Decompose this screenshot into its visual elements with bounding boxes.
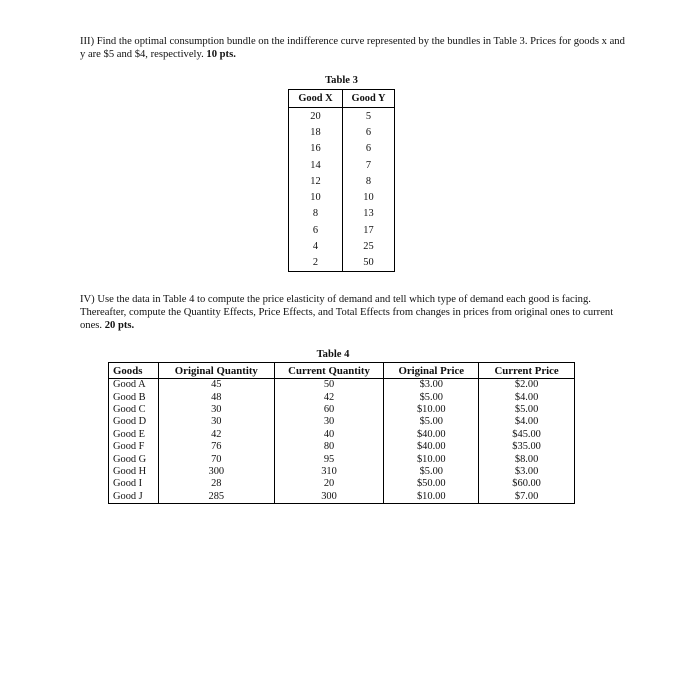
current-quantity-cell: 310 [274, 466, 384, 478]
current-price-cell: $60.00 [479, 478, 575, 490]
good-y-cell: 50 [343, 255, 395, 272]
original-quantity-cell: 76 [158, 441, 274, 453]
table-row [289, 108, 395, 125]
current-quantity-cell: 60 [274, 404, 384, 416]
table-row [109, 391, 575, 403]
current-quantity-cell: 300 [274, 491, 384, 504]
current-price-cell: $3.00 [479, 466, 575, 478]
original-price-cell: $3.00 [384, 379, 479, 392]
table-row [109, 478, 575, 490]
table-row [109, 441, 575, 453]
good-x-cell: 2 [289, 255, 343, 272]
table-row [289, 189, 395, 205]
original-price-cell: $50.00 [384, 478, 479, 490]
original-quantity-cell: 300 [158, 466, 274, 478]
original-price-cell: $10.00 [384, 404, 479, 416]
question-3-points: 10 pts. [206, 49, 236, 60]
current-price-cell: $2.00 [479, 379, 575, 392]
table-row [109, 379, 575, 392]
table-row [289, 173, 395, 189]
current-quantity-cell: 95 [274, 453, 384, 465]
current-quantity-cell: 20 [274, 478, 384, 490]
original-quantity-cell: 30 [158, 416, 274, 428]
good-x-cell: 14 [289, 157, 343, 173]
original-price-cell: $5.00 [384, 416, 479, 428]
table-4-header-row [109, 363, 575, 379]
original-quantity-cell: 45 [158, 379, 274, 392]
question-4-points: 20 pts. [104, 320, 135, 331]
table-row [109, 491, 575, 504]
good-x-cell: 4 [289, 238, 343, 254]
table-3 [288, 89, 395, 272]
goods-cell: Good B [109, 391, 159, 403]
original-quantity-cell: 285 [158, 491, 274, 504]
table-4-caption: Table 4 [316, 349, 350, 360]
good-x-cell: 12 [289, 173, 343, 189]
goods-cell: Good G [109, 453, 159, 465]
original-quantity-cell: 42 [158, 429, 274, 441]
current-price-cell: $45.00 [479, 429, 575, 441]
table-4-header-original-quantity: Original Quantity [158, 363, 274, 379]
table-row [109, 466, 575, 478]
table-row [289, 222, 395, 238]
question-4-body: IV) Use the data in Table 4 to compute the price elasticity of demand and tell which type of demand each good is facing. Thereafter, compute the Quantity Effects, Price Effects, and Total Effects from changes in prices from original ones to current ones. [80, 294, 614, 331]
original-quantity-cell: 28 [158, 478, 274, 490]
table-row [289, 157, 395, 173]
current-quantity-cell: 40 [274, 429, 384, 441]
current-price-cell: $35.00 [479, 441, 575, 453]
original-price-cell: $5.00 [384, 391, 479, 403]
table-row [109, 416, 575, 428]
table-row [109, 404, 575, 416]
original-price-cell: $10.00 [384, 491, 479, 504]
table-4-header-current-quantity: Current Quantity [274, 363, 384, 379]
current-price-cell: $5.00 [479, 404, 575, 416]
original-price-cell: $40.00 [384, 429, 479, 441]
good-y-cell: 17 [343, 222, 395, 238]
good-x-cell: 10 [289, 189, 343, 205]
original-price-cell: $40.00 [384, 441, 479, 453]
good-y-cell: 6 [343, 124, 395, 140]
goods-cell: Good F [109, 441, 159, 453]
table-3-caption: Table 3 [325, 75, 358, 86]
table-row [289, 124, 395, 140]
good-x-cell: 20 [289, 108, 343, 125]
goods-cell: Good I [109, 478, 159, 490]
current-price-cell: $8.00 [479, 453, 575, 465]
table-4 [108, 362, 575, 504]
good-y-cell: 5 [343, 108, 395, 125]
question-3-text [80, 35, 625, 61]
original-quantity-cell: 48 [158, 391, 274, 403]
table-4-header-original-price: Original Price [384, 363, 479, 379]
original-quantity-cell: 30 [158, 404, 274, 416]
good-x-cell: 8 [289, 206, 343, 222]
table-row [109, 453, 575, 465]
current-quantity-cell: 80 [274, 441, 384, 453]
good-x-cell: 6 [289, 222, 343, 238]
table-row [289, 141, 395, 157]
table-4-header-current-price: Current Price [479, 363, 575, 379]
original-quantity-cell: 70 [158, 453, 274, 465]
current-price-cell: $4.00 [479, 391, 575, 403]
goods-cell: Good E [109, 429, 159, 441]
question-3-body: III) Find the optimal consumption bundle on the indifference curve represented by the bundles in Table 3. Prices for goods x and y are $5 and $4, respectively. [80, 36, 625, 60]
table-row [289, 206, 395, 222]
table-row [289, 238, 395, 254]
table-3-header-row [289, 90, 395, 108]
good-x-cell: 16 [289, 141, 343, 157]
good-y-cell: 8 [343, 173, 395, 189]
table-row [289, 255, 395, 272]
current-quantity-cell: 42 [274, 391, 384, 403]
goods-cell: Good J [109, 491, 159, 504]
goods-cell: Good C [109, 404, 159, 416]
good-y-cell: 7 [343, 157, 395, 173]
good-x-cell: 18 [289, 124, 343, 140]
good-y-cell: 13 [343, 206, 395, 222]
good-y-cell: 6 [343, 141, 395, 157]
goods-cell: Good A [109, 379, 159, 392]
current-price-cell: $7.00 [479, 491, 575, 504]
current-price-cell: $4.00 [479, 416, 575, 428]
table-3-header-good-x: Good X [289, 90, 343, 108]
table-4-header-goods: Goods [109, 363, 159, 379]
table-3-header-good-y: Good Y [343, 90, 395, 108]
table-row [109, 429, 575, 441]
good-y-cell: 25 [343, 238, 395, 254]
goods-cell: Good D [109, 416, 159, 428]
good-y-cell: 10 [343, 189, 395, 205]
goods-cell: Good H [109, 466, 159, 478]
original-price-cell: $10.00 [384, 453, 479, 465]
current-quantity-cell: 50 [274, 379, 384, 392]
current-quantity-cell: 30 [274, 416, 384, 428]
question-4-text [80, 293, 625, 332]
original-price-cell: $5.00 [384, 466, 479, 478]
